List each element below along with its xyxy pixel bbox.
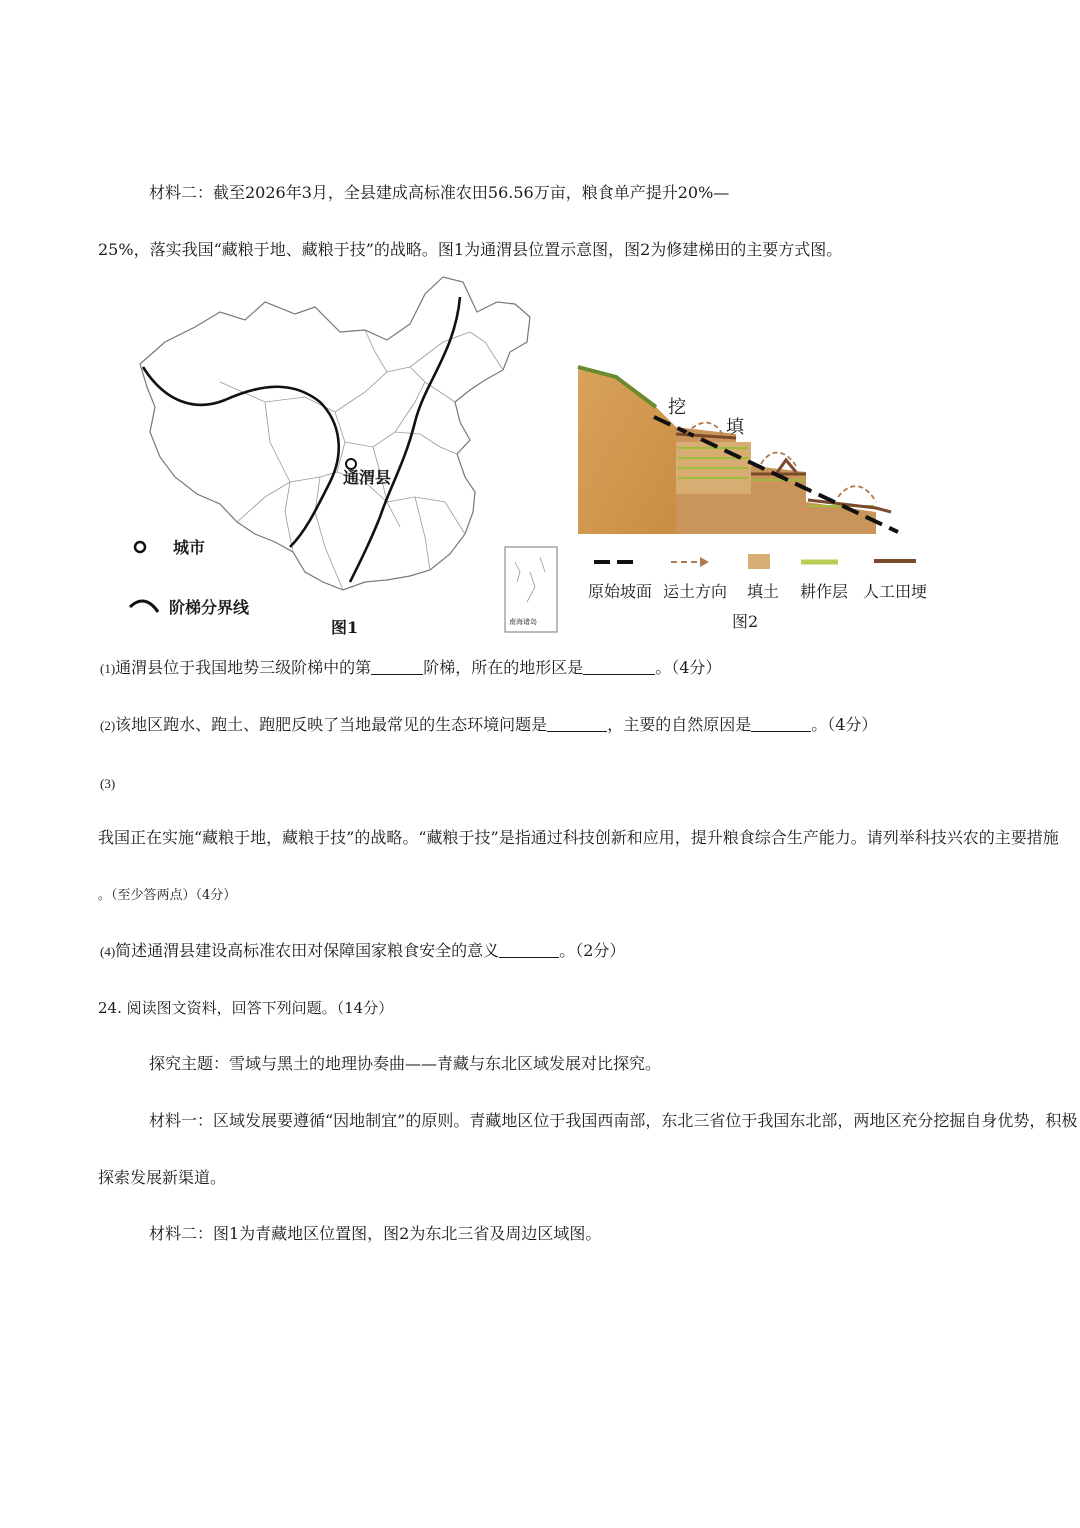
question-24-title: 24. 阅读图文资料，回答下列问题。（14分） xyxy=(98,999,394,1017)
question-24-theme: 探究主题：雪域与黑土的地理协奏曲——青藏与东北区域发展对比探究。 xyxy=(149,1054,662,1073)
question-3-tail: 。（至少答两点）（4分） xyxy=(98,888,237,903)
answer-blank[interactable] xyxy=(499,941,559,958)
county-label: 通渭县 xyxy=(343,468,392,487)
question-24-material2: 材料二：图1为青藏地区位置图，图2为东北三省及周边区域图。 xyxy=(149,1224,602,1243)
legend-city-label: 城市 xyxy=(173,538,206,557)
legend-boundary-label: 阶梯分界线 xyxy=(169,598,250,617)
question-1-number: (1) xyxy=(100,661,116,676)
question-4: (4)简述通渭县建设高标准农田对保障国家粮食安全的意义 。（2分） xyxy=(100,941,626,960)
legend-artificial-ridge: 人工田埂 xyxy=(863,582,928,601)
material-line-1: 材料二：截至2026年3月，全县建成高标准农田56.56万亩，粮食单产提升20%— xyxy=(149,183,730,202)
question-24-material1-line1: 材料一：区域发展要遵循“因地制宜”的原则。青藏地区位于我国西南部，东北三省位于我国东北部，两地区充分挖掘自身优势，积极 xyxy=(149,1111,1078,1130)
question-24-material1-line2: 探索发展新渠道。 xyxy=(98,1168,227,1187)
china-map-svg xyxy=(125,272,575,642)
legend-fill-symbol xyxy=(748,554,770,569)
label-fill: 填 xyxy=(726,417,744,438)
question-1: (1)通渭县位于我国地势三级阶梯中的第 阶梯，所在的地形区是 。（4分） xyxy=(100,658,722,677)
question-3-text: 我国正在实施“藏粮于地，藏粮于技”的战略。“藏粮于技”是指通过科技创新和应用，提升粮食综合生产能力。请列举科技兴农的主要措施 xyxy=(98,828,1059,847)
answer-blank[interactable] xyxy=(547,715,607,732)
figure-2-caption: 图2 xyxy=(732,612,759,631)
question-3-number: (3) xyxy=(100,776,116,791)
legend-city-symbol xyxy=(135,542,145,552)
legend-boundary-symbol xyxy=(130,601,158,612)
figure-1-map xyxy=(125,272,575,642)
figure-1-caption: 图1 xyxy=(331,618,359,637)
question-2: (2)该地区跑水、跑土、跑肥反映了当地最常见的生态环境问题是 ，主要的自然原因是 。（4分） xyxy=(100,715,878,734)
label-dig: 挖 xyxy=(668,397,686,418)
legend-original-slope: 原始坡面 xyxy=(588,582,653,601)
answer-blank[interactable] xyxy=(751,715,811,732)
inset-label: 南海诸岛 xyxy=(509,618,537,626)
answer-blank[interactable] xyxy=(583,658,655,675)
hillside xyxy=(578,367,676,534)
legend-soil-direction: 运土方向 xyxy=(663,582,728,601)
question-2-number: (2) xyxy=(100,718,116,733)
legend-fill-soil: 填土 xyxy=(747,582,780,601)
legend-tillage-layer: 耕作层 xyxy=(800,582,849,601)
material-line-2: 25%，落实我国“藏粮于地、藏粮于技”的战略。图1为通渭县位置示意图，图2为修建梯田的主要方式图。 xyxy=(98,240,843,259)
answer-blank[interactable] xyxy=(371,658,423,675)
figure-2-terrace xyxy=(576,362,926,642)
question-4-number: (4) xyxy=(100,944,116,959)
